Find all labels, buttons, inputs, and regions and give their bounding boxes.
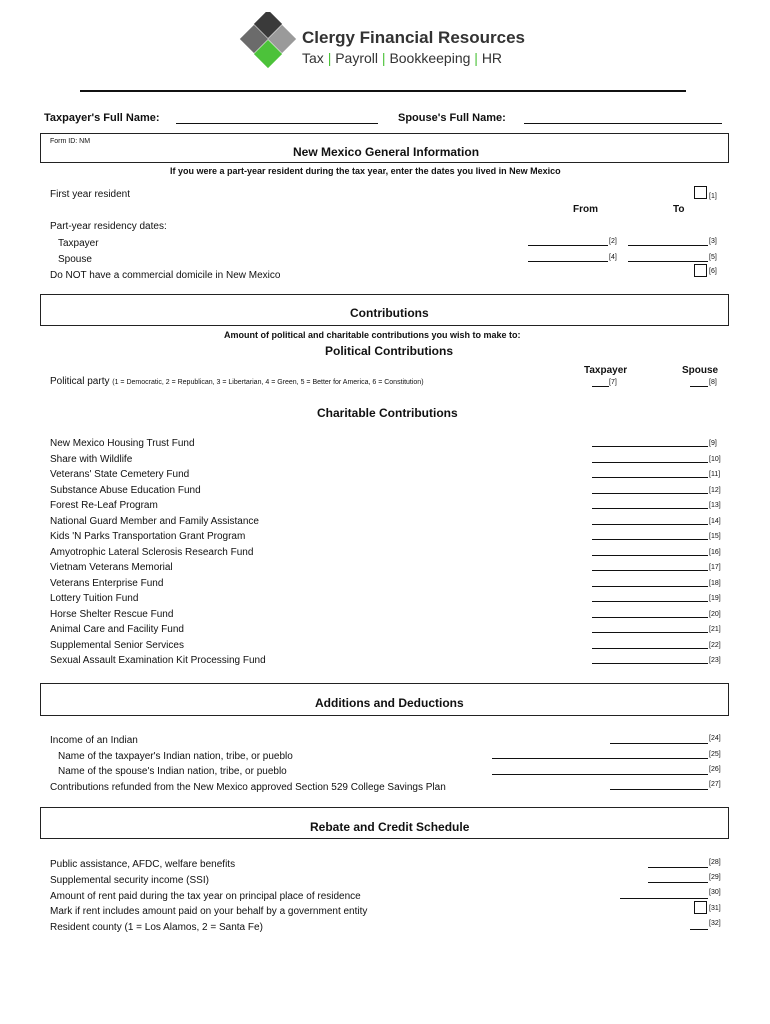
charity-label: Animal Care and Facility Fund [50,624,184,635]
charity-amount-field[interactable] [592,601,708,602]
taxpayer-name-field[interactable] [176,123,378,124]
rent-paid-field[interactable] [620,898,708,899]
spouse-dates-label: Spouse [58,254,92,265]
form-id: Form ID: NM [50,138,91,145]
public-assistance-field[interactable] [648,867,708,868]
political-party-options: (1 = Democratic, 2 = Republican, 3 = Libertarian, 4 = Green, 5 = Better for America, 6 = Constitution) [112,379,424,386]
charity-amount-field[interactable] [592,570,708,571]
field-ref: [32] [709,920,721,927]
service-separator: | [327,50,332,66]
diamond-logo-icon [236,12,300,78]
charity-amount-field[interactable] [592,524,708,525]
spouse-party-field[interactable] [690,386,708,387]
field-ref: [27] [709,781,721,788]
charity-amount-field[interactable] [592,648,708,649]
taxpayer-tribe-field[interactable] [492,758,708,759]
from-column-header: From [573,204,598,215]
charity-label: Sexual Assault Examination Kit Processing Fund [50,655,266,666]
ssi-label: Supplemental security income (SSI) [50,875,209,886]
part-year-dates-label: Part-year residency dates: [50,221,167,232]
taxpayer-from-field[interactable] [528,245,608,246]
first-year-resident-label: First year resident [50,189,131,200]
ssi-field[interactable] [648,882,708,883]
header-divider [80,90,686,92]
field-ref: [10] [709,455,721,463]
charity-label: New Mexico Housing Trust Fund [50,438,195,449]
income-indian-label: Income of an Indian [50,735,138,746]
field-ref: [18] [709,579,721,587]
charity-amount-field[interactable] [592,446,708,447]
charity-label: Share with Wildlife [50,453,133,465]
field-ref: [2] [609,238,617,245]
service-payroll: Payroll [335,50,379,66]
charity-amount-field[interactable] [592,586,708,587]
529-refund-label: Contributions refunded from the New Mexico approved Section 529 College Savings Plan [50,782,446,793]
service-separator: | [381,50,386,66]
field-ref: [7] [609,379,617,386]
field-ref: [3] [709,238,717,245]
charity-amount-field[interactable] [592,663,708,664]
field-ref: [26] [709,766,721,773]
charity-label: Amyotrophic Lateral Sclerosis Research Fund [50,546,254,558]
charity-label: Veterans Enterprise Fund [50,577,164,589]
field-ref: [12] [709,486,721,494]
taxpayer-tribe-label: Name of the taxpayer's Indian nation, tribe, or pueblo [58,751,293,762]
field-ref: [30] [709,889,721,896]
field-ref: [20] [709,610,721,618]
charity-label: Lottery Tuition Fund [50,593,139,604]
political-contributions-title: Political Contributions [325,344,453,358]
domicile-label: Do NOT have a commercial domicile in New Mexico [50,270,281,281]
field-ref: [4] [609,254,617,261]
charity-label: Veterans' State Cemetery Fund [50,469,190,480]
service-hr: HR [481,50,503,66]
rent-government-checkbox[interactable] [694,901,707,914]
charity-amount-field[interactable] [592,477,708,478]
field-ref: [5] [709,254,717,261]
taxpayer-name-label: Taxpayer's Full Name: [44,112,160,124]
field-ref: [28] [709,859,721,866]
field-ref: [13] [709,502,721,509]
company-name: Clergy Financial Resources [302,28,525,47]
rent-government-label: Mark if rent includes amount paid on your behalf by a government entity [50,906,368,917]
field-ref: [9] [709,440,717,447]
resident-county-field[interactable] [690,929,708,930]
company-services [302,50,502,66]
spouse-column-header: Spouse [682,365,719,376]
political-party-text: Political party [50,376,110,387]
additions-title: Additions and Deductions [315,696,464,710]
charity-label: National Guard Member and Family Assistance [50,515,259,527]
service-separator: | [474,50,478,66]
service-tax: Tax [302,50,324,66]
charity-label: Supplemental Senior Services [50,639,184,651]
taxpayer-to-field[interactable] [628,245,708,246]
spouse-to-field[interactable] [628,261,708,262]
domicile-checkbox[interactable] [694,264,707,277]
part-year-instruction: If you were a part-year resident during the tax year, enter the dates you lived in New Mexico [170,166,561,176]
field-ref: [1] [709,193,717,200]
field-ref: [22] [709,641,721,649]
field-ref: [11] [709,471,721,478]
spouse-name-label: Spouse's Full Name: [398,112,506,124]
field-ref: [21] [709,626,721,633]
charity-amount-field[interactable] [592,632,708,633]
contributions-instruction: Amount of political and charitable contributions you wish to make to: [224,330,521,340]
to-column-header: To [673,204,685,215]
charity-label: Horse Shelter Rescue Fund [50,608,174,620]
field-ref: [24] [709,735,721,742]
charity-label: Substance Abuse Education Fund [50,484,201,496]
charity-amount-field[interactable] [592,493,708,494]
field-ref: [29] [709,874,721,881]
rebate-title: Rebate and Credit Schedule [310,820,470,834]
income-indian-field[interactable] [610,743,708,744]
spouse-name-field[interactable] [524,123,722,124]
charity-amount-field[interactable] [592,539,708,540]
field-ref: [25] [709,751,721,758]
charitable-contributions-title: Charitable Contributions [317,406,458,420]
spouse-tribe-field[interactable] [492,774,708,775]
field-ref: [19] [709,595,721,602]
field-ref: [6] [709,268,717,275]
company-logo [236,12,300,78]
charity-amount-field[interactable] [592,617,708,618]
charity-amount-field[interactable] [592,508,708,509]
field-ref: [16] [709,548,721,556]
first-year-resident-checkbox[interactable] [694,186,707,199]
field-ref: [17] [709,564,721,571]
spouse-from-field[interactable] [528,261,608,262]
public-assistance-label: Public assistance, AFDC, welfare benefits [50,859,236,870]
field-ref: [15] [709,533,721,540]
taxpayer-party-field[interactable] [592,386,609,387]
general-info-title: New Mexico General Information [293,145,480,159]
taxpayer-dates-label: Taxpayer [58,238,99,249]
service-bookkeeping: Bookkeeping [389,50,471,66]
field-ref: [23] [709,657,721,664]
resident-county-label: Resident county (1 = Los Alamos, 2 = Santa Fe) [50,922,263,933]
contributions-title: Contributions [350,306,429,320]
charity-label: Forest Re-Leaf Program [50,500,158,511]
charity-label: Vietnam Veterans Memorial [50,562,173,573]
charity-amount-field[interactable] [592,462,708,463]
field-ref: [14] [709,517,721,525]
rent-paid-label: Amount of rent paid during the tax year on principal place of residence [50,891,361,902]
field-ref: [31] [709,905,721,912]
field-ref: [8] [709,379,717,386]
political-party-label [50,376,424,387]
charity-label: Kids 'N Parks Transportation Grant Program [50,531,246,542]
taxpayer-column-header: Taxpayer [584,365,628,376]
charity-amount-field[interactable] [592,555,708,556]
spouse-tribe-label: Name of the spouse's Indian nation, tribe, or pueblo [58,766,287,777]
529-refund-field[interactable] [610,789,708,790]
